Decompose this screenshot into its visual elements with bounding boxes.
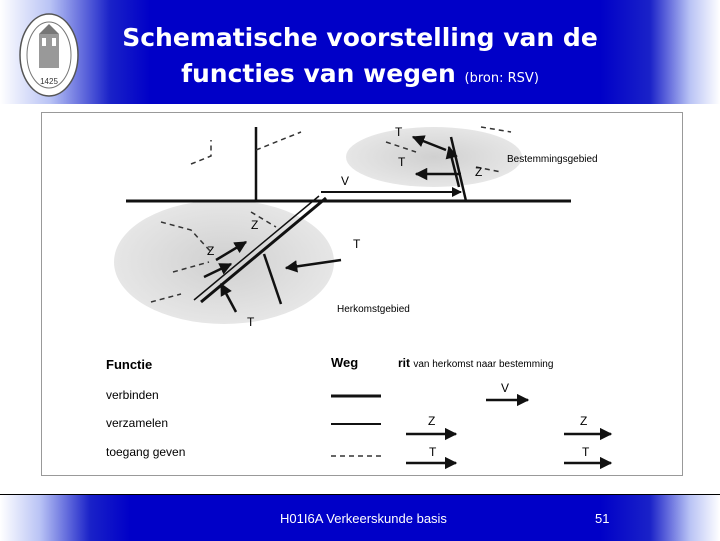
label-z-1: Z (475, 165, 483, 179)
title-line-2-text: functies van wegen (181, 59, 456, 88)
label-t-3: T (353, 237, 361, 251)
road-function-diagram (41, 112, 683, 476)
label-origin-area: Herkomstgebied (337, 304, 410, 315)
label-v: V (341, 174, 350, 188)
legend-function-collect: verzamelen (106, 416, 169, 430)
legend-label-z-2: Z (580, 414, 588, 428)
slide-title (95, 20, 625, 97)
label-destination-area: Bestemmingsgebied (507, 154, 598, 165)
legend-header-trip-bold: rit (398, 356, 410, 370)
legend-header-trip (398, 356, 553, 370)
label-z-3: Z (207, 244, 215, 258)
university-seal-logo (18, 12, 80, 98)
label-t-1: T (395, 125, 403, 139)
destination-area-shape (346, 127, 522, 187)
legend-header-road: Weg (331, 355, 359, 370)
legend-label-t-1: T (429, 445, 437, 459)
legend-header-trip-rest: van herkomst naar bestemming (413, 359, 554, 370)
title-source: (bron: RSV) (464, 71, 539, 86)
label-z-2: Z (251, 218, 259, 232)
legend-function-connect: verbinden (106, 388, 159, 402)
label-t-4: T (247, 315, 255, 329)
legend-label-v: V (501, 381, 510, 395)
label-t-2: T (398, 155, 406, 169)
title-line-2 (95, 56, 625, 97)
footer-course: H01I6A Verkeerskunde basis (280, 511, 447, 526)
logo-year: 1425 (40, 77, 58, 86)
legend-function-access: toegang geven (106, 445, 186, 459)
legend-header-function: Functie (106, 357, 153, 372)
legend-label-t-2: T (582, 445, 590, 459)
page-number: 51 (595, 511, 610, 526)
slide-header (0, 0, 720, 104)
title-line-1: Schematische voorstelling van de (122, 23, 598, 52)
slide-footer (0, 494, 720, 541)
legend-label-z-1: Z (428, 414, 436, 428)
